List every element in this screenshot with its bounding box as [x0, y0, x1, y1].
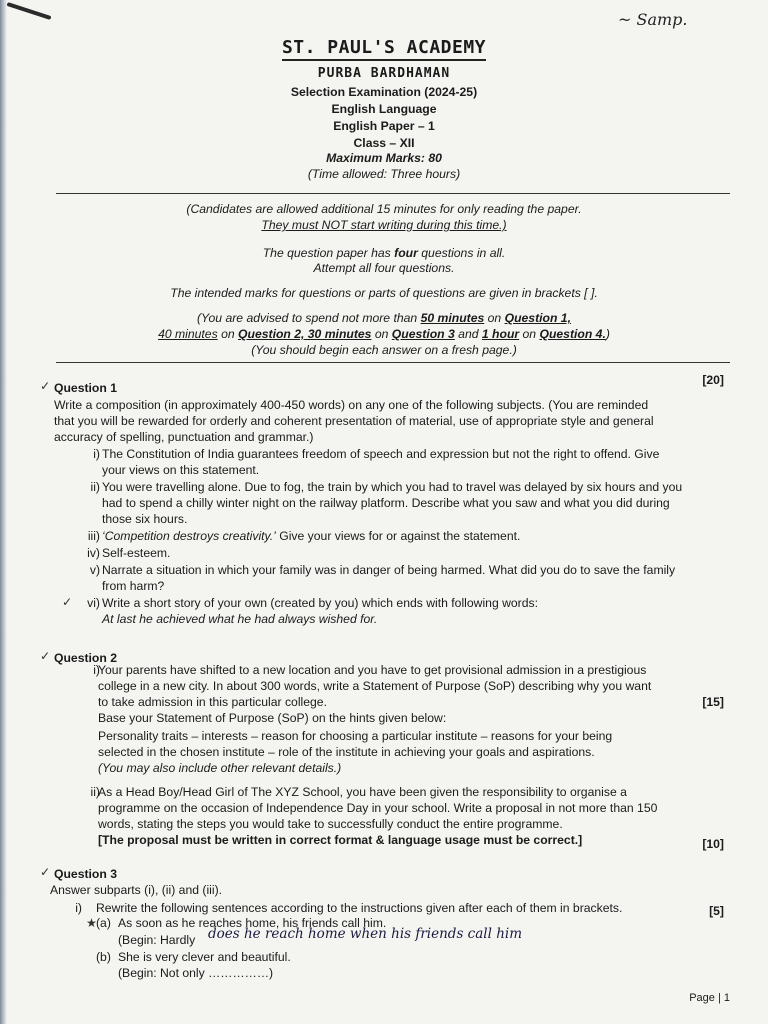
question-2-part-i: Personality traits – interests – reason for choosing a particular institute – reasons for your being: [98, 729, 613, 743]
item-number: ii): [90, 480, 100, 494]
star-mark: ★: [86, 916, 97, 930]
question-2-part-i: college in a new city. In about 300 words, write a Statement of Purpose (SoP) describing why you want: [98, 679, 652, 693]
sentence-a: As soon as he reaches home, his friends call him.: [118, 916, 387, 930]
tick-mark: ✓: [40, 649, 51, 663]
instruction-line: (Candidates are allowed additional 15 minutes for only reading the paper.: [186, 202, 582, 216]
question-2-part-ii: [The proposal must be written in correct format & language usage must be correct.]: [98, 833, 583, 847]
question-1-option: those six hours.: [102, 512, 188, 526]
instruction-line: 40 minutes on Question 2, 30 minutes on Question 3 and 1 hour on Question 4.): [158, 327, 610, 341]
question-1-option: had to spend a chilly winter night on the railway platform. Describe what you saw and what you did during: [102, 496, 670, 510]
item-number: ii): [90, 785, 100, 799]
class-name: Class – XII: [353, 136, 415, 150]
school-place: PURBA BARDHAMAN: [317, 66, 451, 81]
question-2-part-i: selected in the chosen institute – role of the institute in achieving your goals and aspirations.: [98, 745, 595, 759]
paper-name: English Paper – 1: [333, 119, 435, 133]
question-1-option: The Constitution of India guarantees freedom of speech and expression but not the right to offend. Give: [102, 447, 660, 461]
max-marks: Maximum Marks: 80: [326, 151, 442, 165]
item-number: iii): [87, 529, 100, 543]
item-number: vi): [87, 596, 100, 610]
question-3-part-i-marks: [5]: [709, 904, 724, 918]
instruction-line: They must NOT start writing during this time.): [261, 218, 507, 232]
tick-mark: ✓: [40, 379, 51, 393]
subject-name: English Language: [331, 102, 437, 116]
question-1-option: Narrate a situation in which your family was in danger of being harmed. What did you do to save the family: [102, 563, 676, 577]
question-2-part-ii: As a Head Boy/Head Girl of The XYZ School, you have been given the responsibility to organise a: [98, 785, 627, 799]
sub-label: (a): [96, 916, 111, 930]
question-1-intro: that you will be rewarded for orderly and coherent presentation of material, use of appropriate style and general: [54, 414, 654, 428]
question-1-option: At last he achieved what he had always wished for.: [102, 612, 378, 626]
page-number: Page | 1: [689, 992, 730, 1004]
question-2-part-i: Base your Statement of Purpose (SoP) on the hints given below:: [98, 711, 447, 725]
question-3-part-i: Rewrite the following sentences according to the instructions given after each of them in brackets.: [96, 901, 623, 915]
question-1-option: You were travelling alone. Due to fog, the train by which you had to travel was delayed by six hours and you: [102, 480, 683, 494]
question-3-title: Question 3: [54, 867, 117, 881]
question-2-part-i: to take admission in this particular college.: [98, 695, 327, 709]
sentence-a-begin: (Begin: Hardly: [118, 933, 196, 947]
time-allowed: (Time allowed: Three hours): [307, 167, 461, 181]
question-1-intro: Write a composition (in approximately 400-450 words) on any one of the following subjects. (You are reminded: [54, 398, 649, 412]
exam-name: Selection Examination (2024-25): [290, 85, 478, 99]
pen-stroke-mark: [7, 2, 52, 20]
question-1-option: Write a short story of your own (created by you) which ends with following words:: [102, 596, 539, 610]
item-number: i): [75, 901, 82, 915]
sub-label: (b): [96, 950, 111, 964]
question-2-part-i: Your parents have shifted to a new location and you have to get provisional admission in a prestigious: [98, 663, 647, 677]
item-number: v): [89, 563, 100, 577]
header-rule: [56, 193, 730, 194]
question-1-option: Self-esteem.: [102, 546, 171, 560]
question-2-part-ii: words, stating the steps you would take to successfully conduct the entire programme.: [98, 817, 563, 831]
tick-mark: ✓: [62, 595, 73, 609]
handwritten-answer: does he reach home when his friends call him: [208, 926, 523, 942]
sentence-b-begin: (Begin: Not only ……………): [118, 966, 274, 980]
handwritten-corner-mark: ~ Samp.: [618, 10, 688, 29]
item-number: i): [93, 447, 100, 461]
instruction-rule: [56, 362, 730, 363]
question-2-part-i-marks: [15]: [702, 695, 724, 709]
school-name: ST. PAUL'S ACADEMY: [0, 40, 768, 56]
question-1-option: from harm?: [102, 579, 165, 593]
item-number: i): [93, 663, 100, 677]
instruction-line: (You are advised to spend not more than 50 minutes on Question 1,: [197, 311, 571, 325]
question-1-title: Question 1: [54, 381, 117, 395]
question-1-option: your views on this statement.: [102, 463, 260, 477]
tick-mark: ✓: [40, 865, 51, 879]
question-1-option: ‘Competition destroys creativity.’ Give your views for or against the statement.: [102, 529, 521, 543]
question-1-marks: [20]: [702, 373, 724, 387]
instruction-line: The intended marks for questions or parts of questions are given in brackets [ ].: [170, 286, 598, 300]
question-2-part-ii: programme on the occasion of Independence Day in your school. Write a proposal in not more than 150: [98, 801, 658, 815]
instruction-line: The question paper has four questions in all.: [262, 246, 506, 260]
instruction-line: (You should begin each answer on a fresh page.): [251, 343, 517, 357]
question-2-title: Question 2: [54, 651, 117, 665]
question-1-intro: accuracy of spelling, punctuation and grammar.): [54, 430, 314, 444]
question-3-intro: Answer subparts (i), (ii) and (iii).: [50, 883, 223, 897]
item-number: iv): [87, 546, 100, 560]
question-2-part-i: (You may also include other relevant details.): [98, 761, 342, 775]
question-2-part-ii-marks: [10]: [702, 837, 724, 851]
instruction-line: Attempt all four questions.: [313, 261, 455, 275]
sentence-b: She is very clever and beautiful.: [118, 950, 291, 964]
